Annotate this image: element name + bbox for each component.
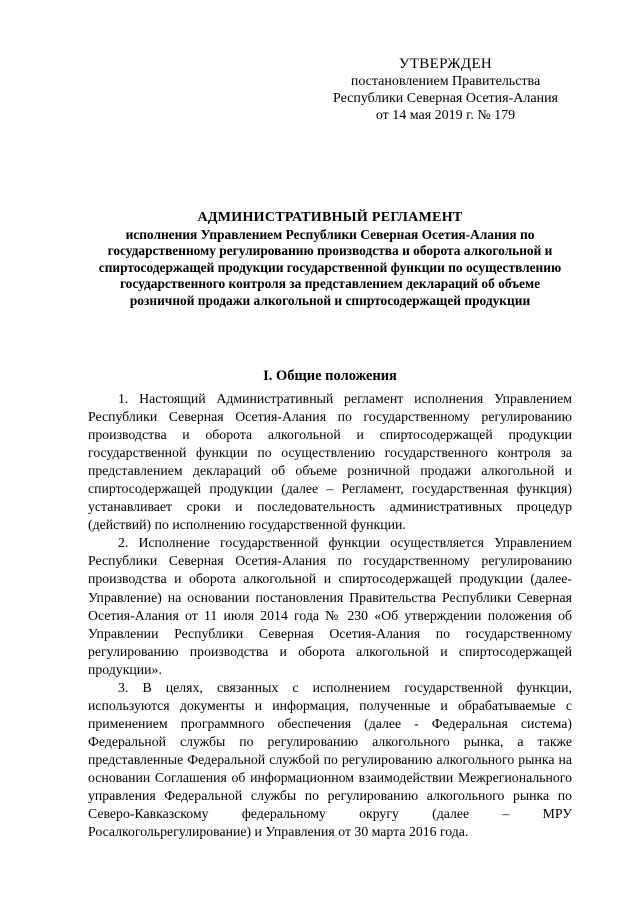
document-title-block <box>88 210 572 310</box>
section-heading: I. Общие положения <box>263 368 397 384</box>
approval-line-1: постановлением Правительства <box>350 74 541 89</box>
approval-title: УТВЕРЖДЕН <box>398 56 493 72</box>
approval-line-3: от 14 мая 2019 г. № 179 <box>375 108 516 123</box>
approval-line-2: Республики Северная Осетия-Алания <box>333 91 558 106</box>
approval-stamp <box>333 56 558 124</box>
document-subtitle: исполнения Управлением Республики Северная Осетия-Алания по государственному регулированию производства и оборота алкогольной и спиртосодержащей продукции государственной функции по осуществлению государственного контроля за представлением деклараций об объеме розничной продажи алкогольной и спиртосодержащей продукции <box>98 226 562 308</box>
document-title: АДМИНИСТРАТИВНЫЙ РЕГЛАМЕНТ <box>197 210 463 225</box>
paragraph-1: 1. Настоящий Административный регламент исполнения Управлением Республики Северная Осетия-Алания по государственному регулированию производства и оборота алкогольной и спиртосодержащей продукции государственной функции по осуществлению государственного контроля за представлением деклараций об объеме розничной продажи алкогольной и спиртосодержащей продукции (далее – Регламент, государственная функция) устанавливает сроки и последовательность административных процедур (действий) по исполнению государственной функции. <box>88 391 572 533</box>
paragraph-2: 2. Исполнение государственной функции осуществляется Управлением Республики Северная Осетия-Алания по государственному регулированию производства и оборота алкогольной и спиртосодержащей продукции (далее-Управление) на основании постановления Правительства Республики Северная Осетия-Алания от 11 июля 2014 года № 230 «Об утверждении положения об Управлении Республики Северная Осетия-Алания по государственному регулированию производства и оборота алкогольной и спиртосодержащей продукции». <box>88 535 572 677</box>
section-body <box>88 390 572 841</box>
paragraph-3: 3. В целях, связанных с исполнением государственной функции, используются документы и информация, полученные и обрабатываемые с применением программного обеспечения (далее - Федеральная система) Федеральной службы по регулированию алкогольного рынка, а также представленные Федеральной службой по регулированию алкогольного рынка на основании Соглашения об информационном взаимодействии Межрегионального управления Федеральной службы по регулированию алкогольного рынка по Северо-Кавказскому федеральному округу (далее – МРУ Росалкогольрегулирование) и Управления от 30 марта 2016 года. <box>88 679 572 840</box>
